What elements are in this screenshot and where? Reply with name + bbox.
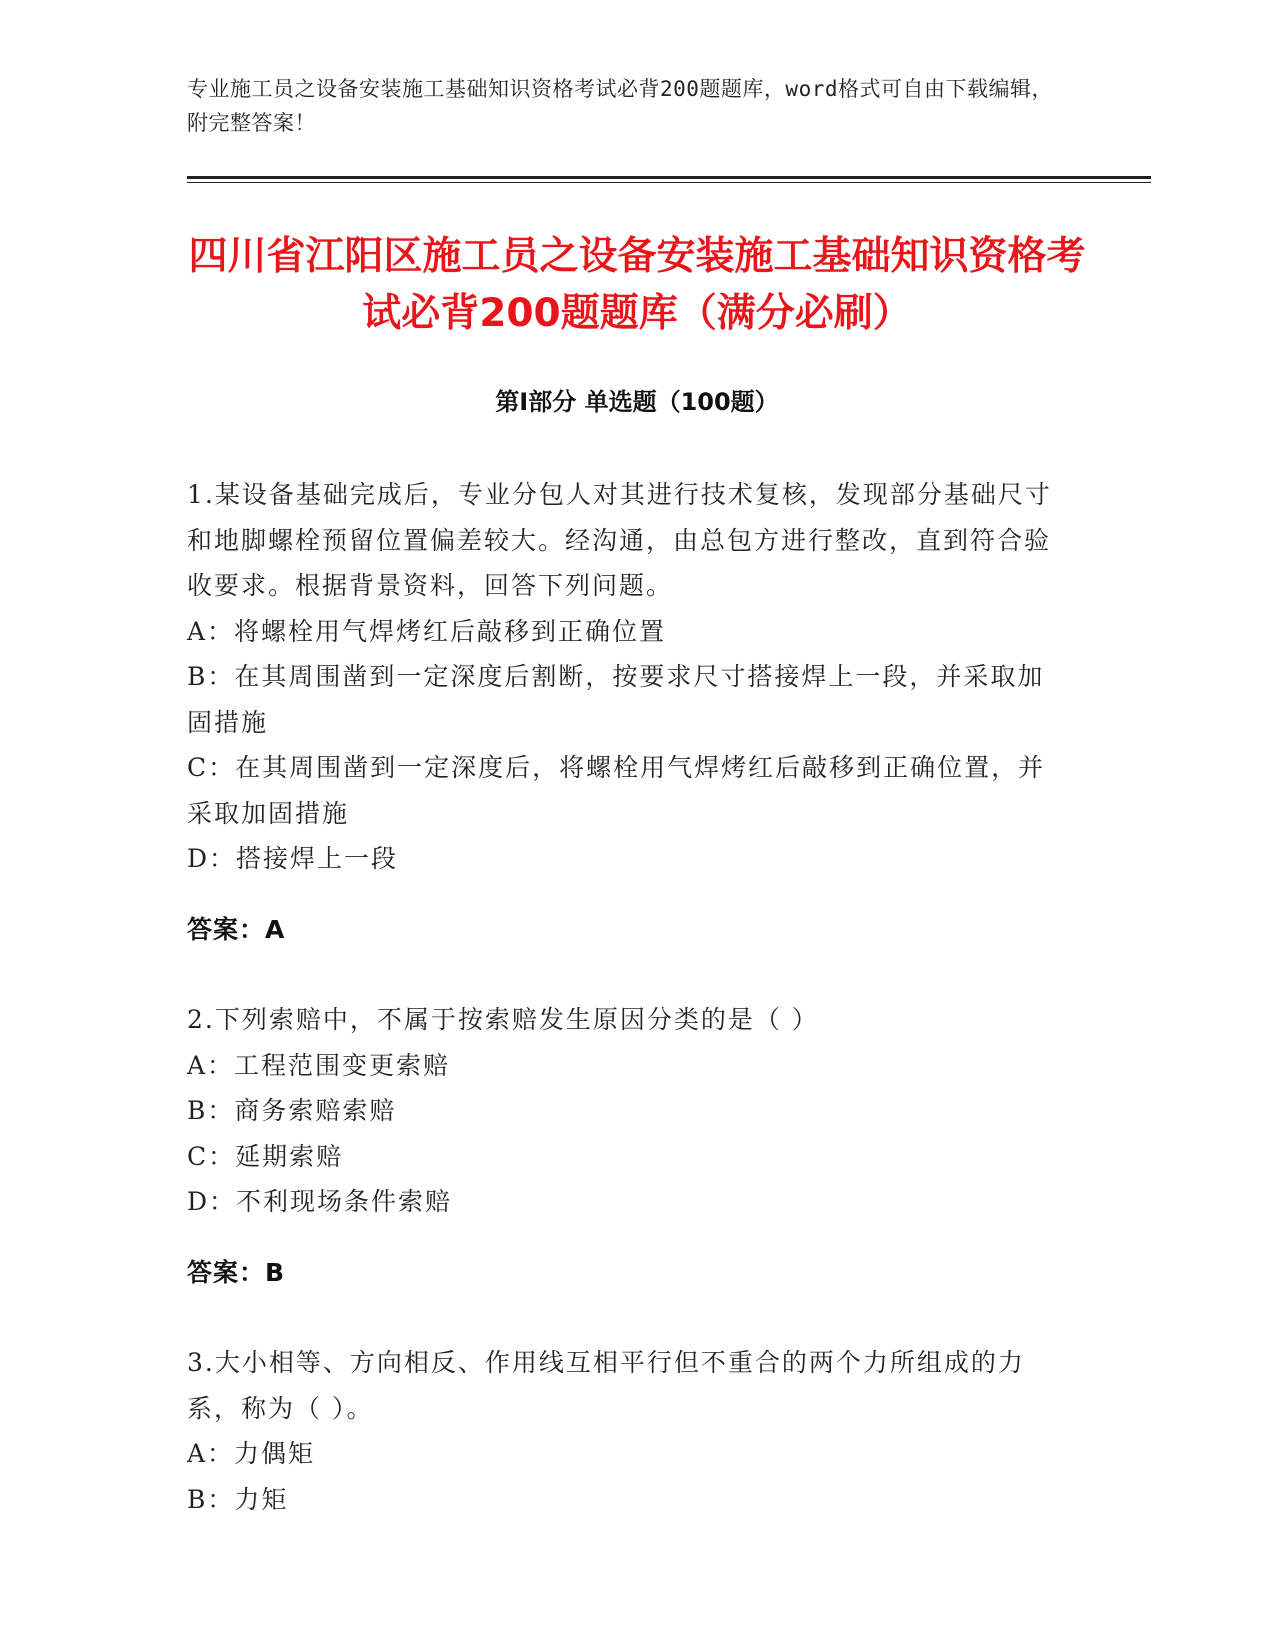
question-stem: 2.下列索赔中，不属于按索赔发生原因分类的是（ ） [187, 1005, 819, 1034]
answer-value: A [265, 914, 286, 944]
option-c: C：延期索赔 [187, 1141, 344, 1171]
header-note: 专业施工员之设备安装施工基础知识资格考试必背200题题库，word格式可自由下载编辑，附完整答案！ [187, 77, 1053, 135]
option-a: A：工程范围变更索赔 [187, 1050, 451, 1080]
header-divider-thick [187, 176, 1151, 179]
option-c: C：在其周围凿到一定深度后，将螺栓用气焊烤红后敲移到正确位置，并采取加固措施 [187, 753, 1046, 828]
document-title: 四川省江阳区施工员之设备安装施工基础知识资格考试必背200题题库（满分必刷） [188, 234, 1086, 336]
option-b: B：力矩 [187, 1484, 289, 1514]
option-b: B：商务索赔索赔 [187, 1096, 397, 1125]
option-d: D：不利现场条件索赔 [187, 1187, 453, 1216]
question-stem: 1.某设备基础完成后，专业分包人对其进行技术复核，发现部分基础尺寸和地脚螺栓预留位置偏差较大。经沟通，由总包方进行整改，直到符合验收要求。根据背景资料，回答下列问题。 [187, 480, 1052, 600]
section-title: 第Ⅰ部分 单选题（100题） [495, 388, 779, 416]
question-list [187, 472, 1067, 1567]
question-1 [187, 472, 1067, 952]
option-a: A：将螺栓用气焊烤红后敲移到正确位置 [187, 616, 667, 646]
question-3 [187, 1340, 1067, 1522]
header-divider-thin [187, 182, 1151, 183]
answer-line [187, 907, 1067, 953]
option-b: B：在其周围凿到一定深度后割断，按要求尺寸搭接焊上一段，并采取加固措施 [187, 662, 1045, 737]
question-2 [187, 997, 1067, 1295]
option-a: A：力偶矩 [187, 1439, 316, 1468]
answer-label: 答案： [187, 1257, 266, 1287]
answer-value: B [265, 1257, 286, 1287]
answer-line [187, 1250, 1067, 1296]
answer-label: 答案： [187, 914, 266, 944]
option-d: D：搭接焊上一段 [187, 844, 399, 873]
question-stem: 3.大小相等、方向相反、作用线互相平行但不重合的两个力所组成的力系，称为（ ）。 [187, 1348, 1025, 1423]
